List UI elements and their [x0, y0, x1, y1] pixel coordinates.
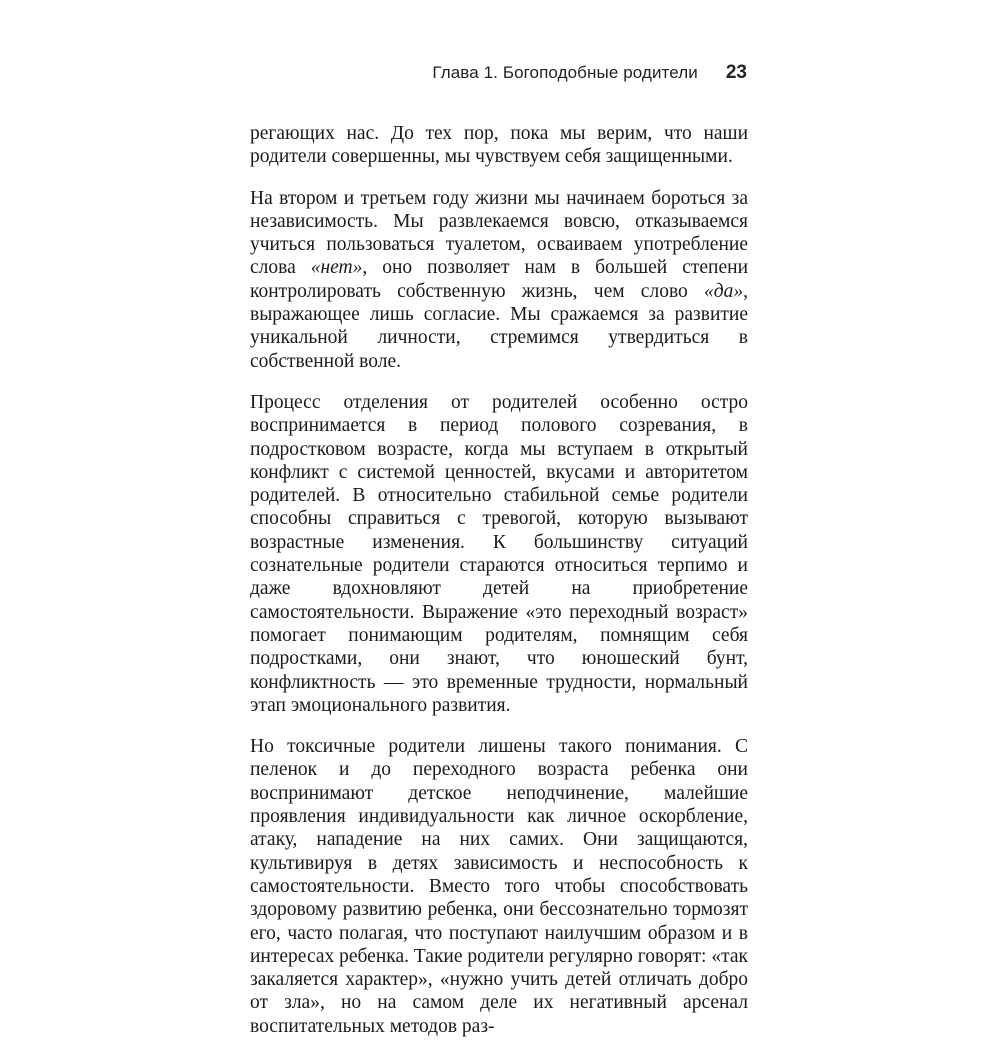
paragraph-1 [250, 122, 748, 169]
paragraph-4 [250, 735, 748, 1038]
running-head [432, 62, 747, 84]
paragraph-text: Но токсичные родители лишены такого понимания. С пеленок и до переходного возраста ребенка они воспринимают детское неподчинение, малейшие проявления индивидуальности как личное оскорбление, атаку, нападение на них самих. Они защищаются, культивируя в детях зависимость и неспособность к самостоятельности. Вместо того чтобы способствовать здоровому развитию ребенка, они бессознательно тормозят его, часто полагая, что поступают наилучшим образом и в интересах ребенка. Такие родители регулярно говорят: «так закаляется характер», «нужно учить детей отличать добро от зла», но на самом деле их негативный арсенал воспитательных методов раз- [250, 736, 748, 1037]
paragraph-text: регающих нас. До тех пор, пока мы верим, что наши родители совершенны, мы чувствуем себя защищенными. [250, 123, 748, 168]
body-text [250, 122, 748, 1056]
paragraph-3 [250, 391, 748, 717]
emphasis-word-net: «нет» [310, 257, 363, 279]
emphasis-word-da: «да» [704, 280, 744, 302]
chapter-title: Глава 1. Богоподобные родители [432, 63, 698, 82]
paragraph-2 [250, 187, 748, 373]
paragraph-text: , оно позволяет нам в большей степени контролировать собственную жизнь, чем слово [250, 257, 749, 302]
paragraph-text: , выражающее лишь согласие. Мы сражаемся за развитие уникальной личности, стремимся утвердиться в собственной воле. [250, 280, 748, 372]
paragraph-text: На втором и третьем году жизни мы начинаем бороться за независимость. Мы развлекаемся вовсю, отказываемся учиться пользоваться туалетом, осваиваем употребление слова [250, 187, 748, 279]
paragraph-text: Процесс отделения от родителей особенно остро воспринимается в период полового созревания, в подростковом возрасте, когда мы вступаем в открытый конфликт с системой ценностей, вкусами и авторитетом родителей. В относительно стабильной семье родители способны справиться с тревогой, которую вызывают возрастные изменения. К большинству ситуаций сознательные родители стараются относиться терпимо и даже вдохновляют детей на приобретение самостоятельности. Выражение «это переходный возраст» помогает понимающим родителям, помнящим себя подростками, они знают, что юношеский бунт, конфликтность — это временные трудности, нормальный этап эмоционального развития. [250, 391, 748, 716]
page-number: 23 [725, 62, 747, 83]
